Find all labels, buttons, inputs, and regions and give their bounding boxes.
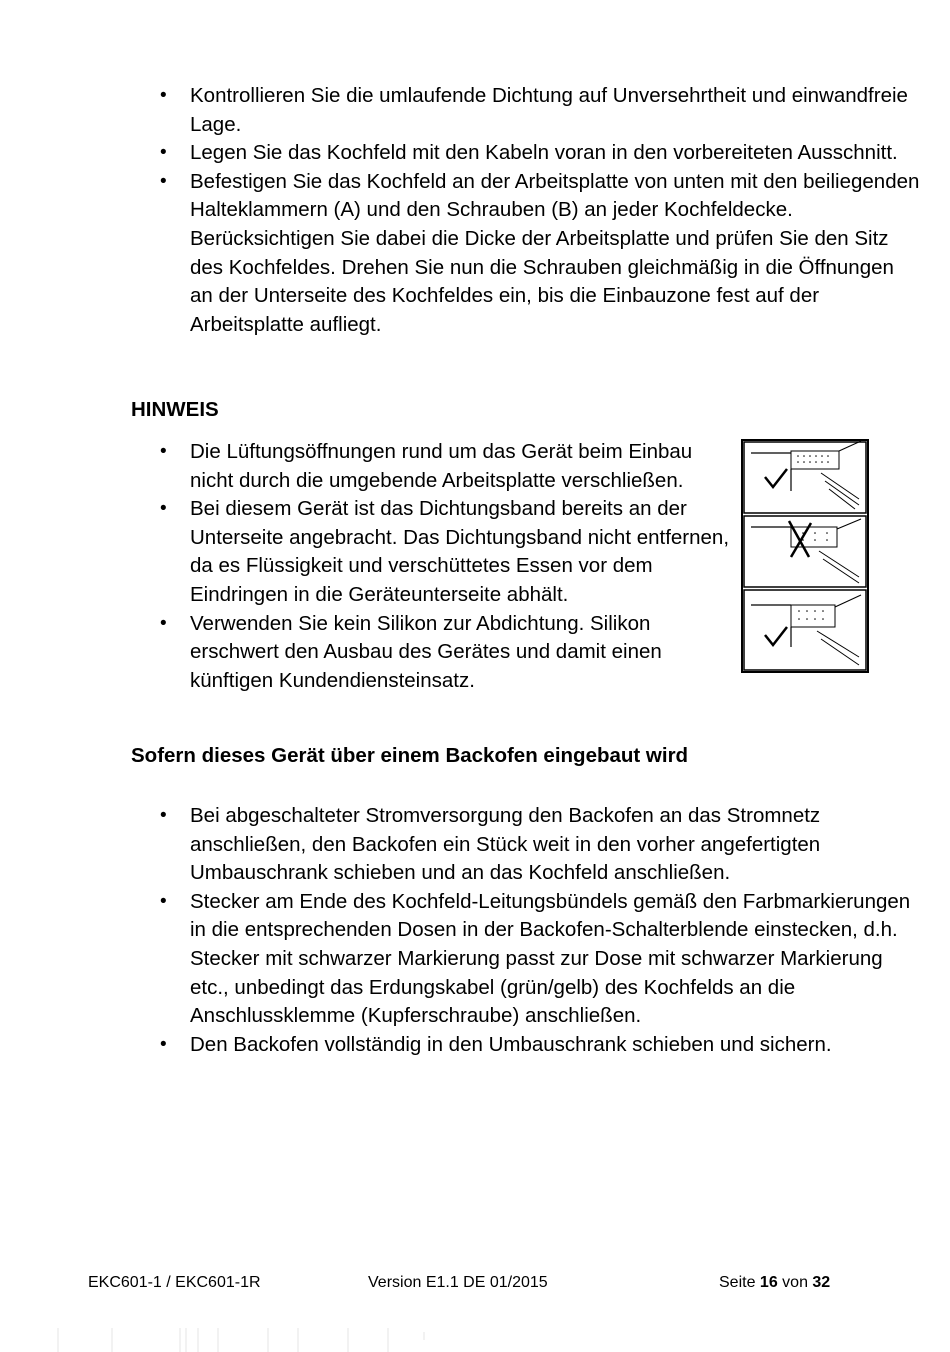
hinweis-list [160,438,730,695]
sealing-tape-illustration [741,439,869,673]
list-item: • Bei diesem Gerät ist das Dichtungsband bereits an der Unterseite angebracht. Das Dichtungsband nicht entfernen, da es Flüssigkeit und verschüttetes Essen vor dem Eindringen in die Geräteunterseite abhält. [160,495,730,609]
backofen-heading: Sofern dieses Gerät über einem Backofen eingebaut wird [131,744,689,767]
page-current: 16 [759,1274,778,1291]
list-item: • Befestigen Sie das Kochfeld an der Arbeitsplatte von unten mit den beiliegenden Halteklammern (A) und den Schrauben (B) an jeder Kochfeldecke. Berücksichtigen Sie dabei die Dicke der Arbeitsplatte und prüfen Sie den Sitz des Kochfeldes. Drehen Sie nun die Schrauben gleichmäßig in die Öffnungen an der Unterseite des Kochfeldes ein, bis die Einbauzone fest auf der Arbeitsplatte aufliegt. [160,168,920,340]
scan-artifact-marks [52,1328,452,1352]
list-item: • Stecker am Ende des Kochfeld-Leitungsbündels gemäß den Farbmarkierungen in die entsprechenden Dosen in der Backofen-Schalterblende einstecken, d.h. Stecker mit schwarzer Markierung passt zur Dose mit schwarzer Markierung etc., unbedingt das Erdungskabel (grün/gelb) des Kochfelds an die Anschlussklemme (Kupferschraube) anschließen. [160,888,920,1031]
footer-page-number [719,1273,830,1293]
list-item: • Bei abgeschalteter Stromversorgung den Backofen an das Stromnetz anschließen, den Backofen ein Stück weit in den vorher angefertigten Umbauschrank schieben und an das Kochfeld anschließen. [160,802,920,888]
list-item: • Den Backofen vollständig in den Umbauschrank schieben und sichern. [160,1031,920,1060]
footer-model: EKC601-1 / EKC601-1R [88,1274,261,1291]
page-prefix: Seite [719,1274,760,1291]
list-item: • Kontrollieren Sie die umlaufende Dichtung auf Unversehrtheit und einwandfreie Lage. [160,82,920,139]
list-item: • Verwenden Sie kein Silikon zur Abdichtung. Silikon erschwert den Ausbau des Gerätes und damit einen künftigen Kundendiensteinsatz. [160,610,730,696]
list-item: • Legen Sie das Kochfeld mit den Kabeln voran in den vorbereiteten Ausschnitt. [160,139,920,168]
hinweis-heading: HINWEIS [131,398,219,421]
page-mid: von [777,1274,813,1291]
backofen-list [160,802,920,1059]
installation-steps-list [160,82,920,339]
footer-version: Version E1.1 DE 01/2015 [368,1274,548,1291]
page-total: 32 [812,1274,831,1291]
list-item: • Die Lüftungsöffnungen rund um das Gerät beim Einbau nicht durch die umgebende Arbeitsplatte verschließen. [160,438,730,495]
